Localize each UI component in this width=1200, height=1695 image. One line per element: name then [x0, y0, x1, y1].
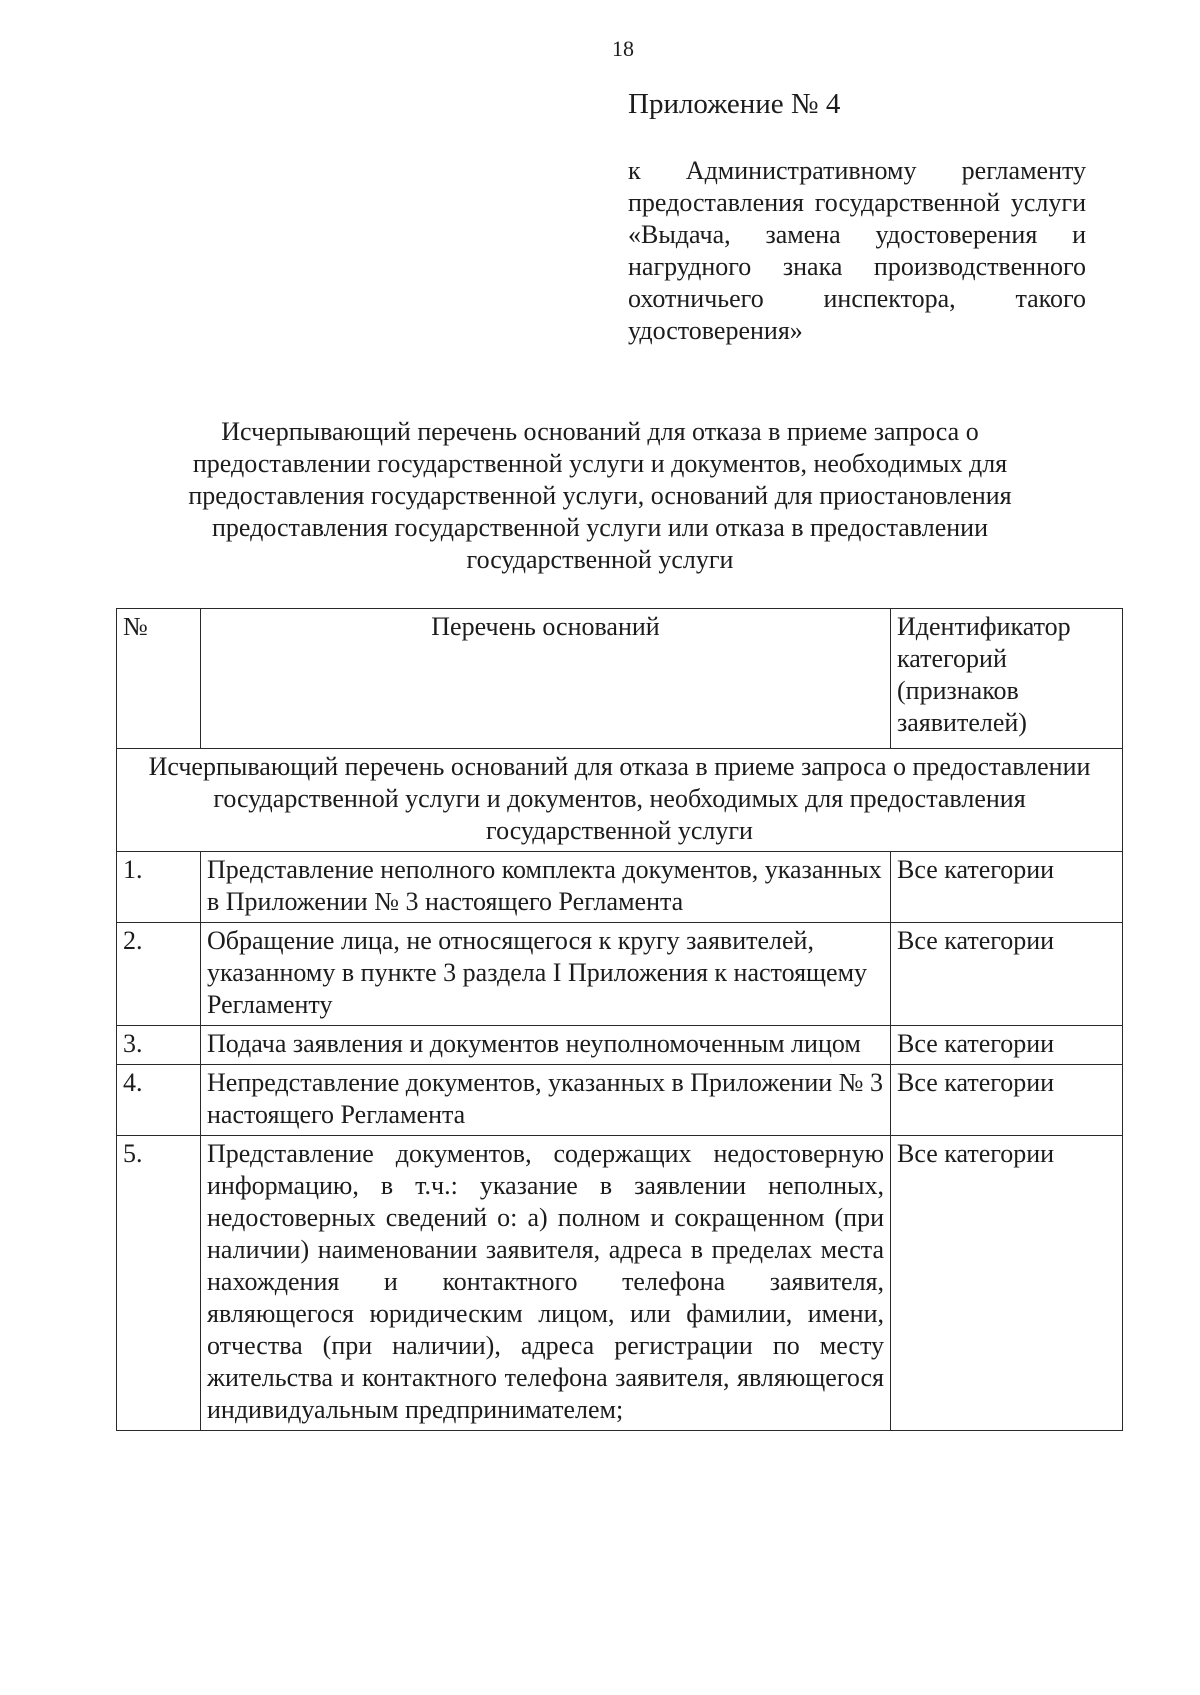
table-row — [117, 852, 1123, 923]
document-heading: Исчерпывающий перечень оснований для отказа в приеме запроса о предоставлении государственной услуги и документов, необходимых для предоставления государственной услуги, оснований для приостановления предоставления государственной услуги или отказа в предоставлении государственной услуги — [188, 417, 1012, 574]
appendix-title: Приложение № 4 — [628, 88, 841, 120]
row-category: Все категории — [891, 1136, 1123, 1431]
row-grounds-text: Обращение лица, не относящегося к кругу заявителей, указанному в пункте 3 раздела I Приложения к настоящему Регламенту — [201, 923, 891, 1026]
table-row — [117, 923, 1123, 1026]
row-grounds-text: Непредставление документов, указанных в Приложении № 3 настоящего Регламента — [201, 1065, 891, 1136]
row-number: 5. — [117, 1136, 201, 1431]
section-row — [117, 749, 1123, 852]
page-number: 18 — [612, 36, 634, 61]
row-number: 3. — [117, 1026, 201, 1065]
row-category: Все категории — [891, 852, 1123, 923]
row-number: 4. — [117, 1065, 201, 1136]
appendix-reference: к Административному регламенту предоставления государственной услуги «Выдача, замена удостоверения и нагрудного знака производственного охотничьего инспектора, такого удостоверения» — [628, 156, 1086, 345]
table-row — [117, 1065, 1123, 1136]
row-grounds-text: Представление документов, содержащих недостоверную информацию, в т.ч.: указание в заявлении неполных, недостоверных сведений о: а) полном и сокращенном (при наличии) наименовании заявителя, адреса в пределах места нахождения и контактного телефона заявителя, являющегося юридическим лицом, или фамилии, имени, отчества (при наличии), адреса регистрации по месту жительства и контактного телефона заявителя, являющегося индивидуальным предпринимателем; — [201, 1136, 891, 1431]
table-row — [117, 1026, 1123, 1065]
row-grounds-text: Представление неполного комплекта документов, указанных в Приложении № 3 настоящего Регламента — [201, 852, 891, 923]
row-category: Все категории — [891, 923, 1123, 1026]
table-row — [117, 1136, 1123, 1431]
row-number: 2. — [117, 923, 201, 1026]
header-number: № — [117, 609, 201, 749]
row-category: Все категории — [891, 1026, 1123, 1065]
row-number: 1. — [117, 852, 201, 923]
section-title: Исчерпывающий перечень оснований для отказа в приеме запроса о предоставлении государственной услуги и документов, необходимых для предоставления государственной услуги — [117, 749, 1123, 852]
row-category: Все категории — [891, 1065, 1123, 1136]
grounds-table — [116, 608, 1123, 1431]
table-header-row — [117, 609, 1123, 749]
header-grounds: Перечень оснований — [201, 609, 891, 749]
header-category: Идентификатор категорий (признаков заявителей) — [891, 609, 1123, 749]
row-grounds-text: Подача заявления и документов неуполномоченным лицом — [201, 1026, 891, 1065]
